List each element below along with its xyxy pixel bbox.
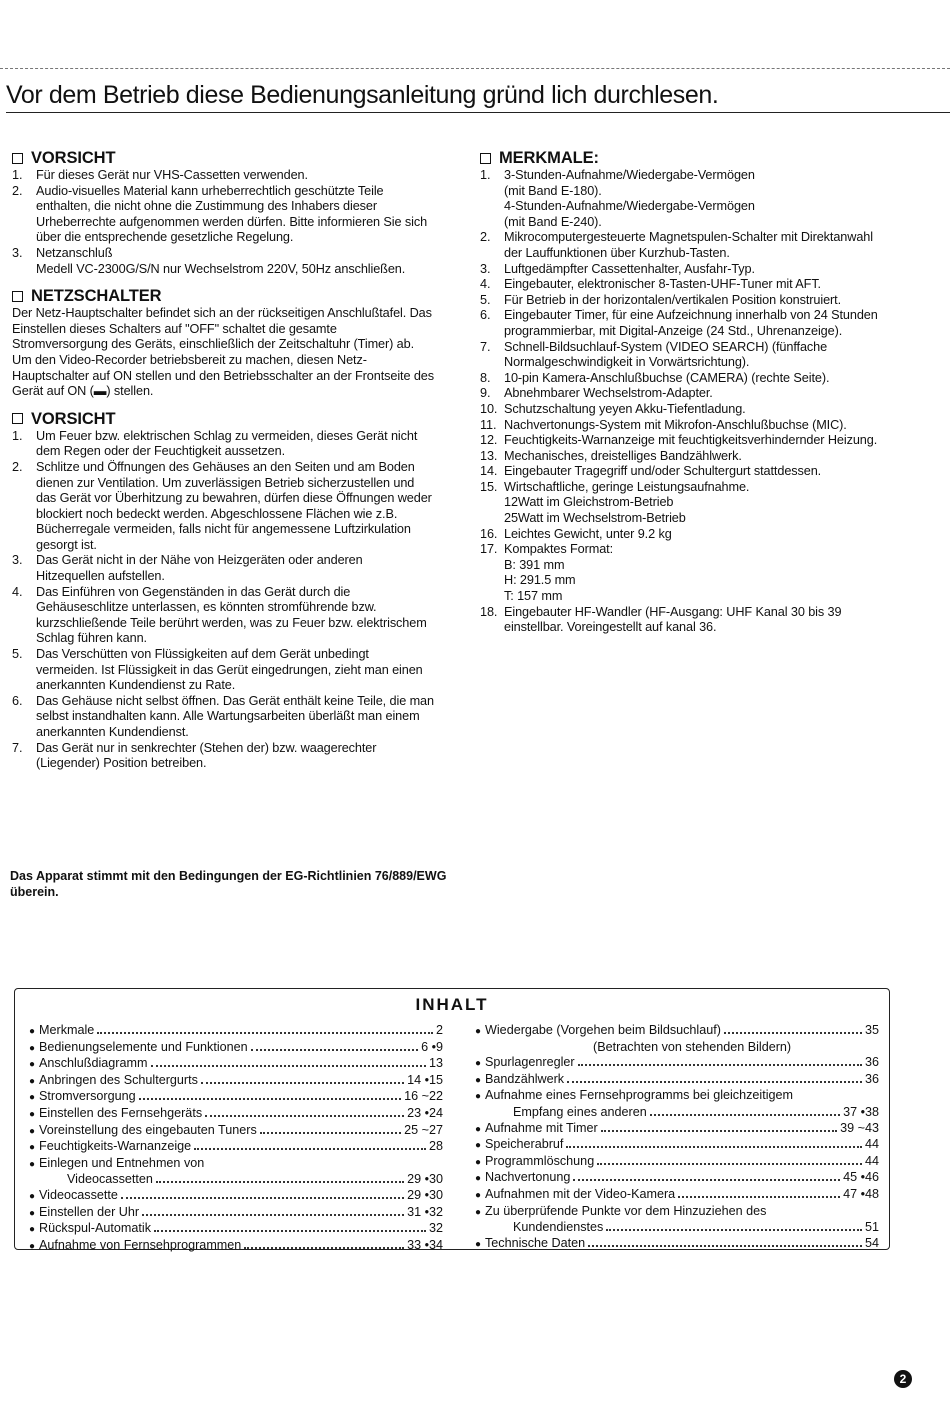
toc-entry	[475, 1055, 879, 1072]
list-item: 7. Das Gerät nur in senkrechter (Stehen der) bzw. waagerechter (Liegender) Position betreiben.	[12, 740, 377, 771]
list-item-line: Mechanisches, dreistelliges Bandzählwerk.	[504, 448, 742, 463]
list-item-line: Leichtes Gewicht, unter 9.2 kg	[504, 526, 672, 541]
toc-entry-label: Technische Daten	[485, 1235, 586, 1250]
list-item-text	[504, 402, 892, 418]
list-item	[480, 262, 892, 278]
leader-dots	[578, 1055, 862, 1066]
bullet-icon: ●	[29, 1042, 36, 1054]
list-item: 2. Schlitze und Öffnungen des Gehäuses an den Seiten und am Boden dienen zur Ventilation. Um zuverlässigen Betrieb sicherzustellen und das Gerät vor Überhitzung zu bewahren, dürfen diese Öffnungen weder blockiert noch bedeckt werden. Abgeschlossene Flächen wie z.B. Bücherregale vermeiden, falls nicht für angemessene Luftzirkulation gesorgt ist.	[12, 459, 432, 552]
toc-entry-label: Einstellen des Fernsehgeräts	[39, 1105, 203, 1120]
page-title: Vor dem Betrieb diese Bedienungsanleitung gründ lich durchlesen.	[6, 78, 950, 113]
bullet-icon: ●	[475, 1173, 482, 1185]
bullet-icon: ●	[475, 1123, 482, 1135]
toc-entry	[475, 1072, 879, 1089]
toc-entry	[475, 1023, 879, 1040]
list-item	[480, 418, 892, 434]
list-item	[480, 542, 892, 604]
list-item-number: 2.	[480, 230, 491, 245]
toc-entry-label: Aufnahme eines Fernsehprogramms bei gleichzeitigem	[485, 1088, 793, 1103]
toc-entry	[29, 1089, 443, 1106]
list-item: 2. Audio-visuelles Material kann urheberrechtlich geschützte Teile enthalten, die nicht ohne die Zustimmung des Inhabers dieser Urheberrechte aufgenommen werden dürfen. Bitte informieren Sie sich über die entsprechende gesetzliche Regelung.	[12, 183, 428, 245]
toc-entry-page: 32	[428, 1221, 443, 1236]
list-item: 5. Das Verschütten von Flüssigkeiten auf dem Gerät unbedingt vermeiden. Ist Flüssigkeit in das Gerüt eingedrungen, zieht man einen anerkannten Kundendienst zu Rate.	[12, 647, 423, 693]
leader-dots	[139, 1089, 402, 1100]
toc-entry-label: Videocassette	[39, 1187, 118, 1202]
vorsicht-1-list	[12, 168, 434, 277]
list-item-text	[504, 340, 892, 371]
toc-entry	[475, 1187, 879, 1204]
toc-entry-continuation	[29, 1172, 443, 1188]
toc-entry-page: 14 •15	[407, 1072, 443, 1087]
list-item-number: 15.	[480, 479, 498, 494]
list-item-line: 12Watt im Gleichstrom-Betrieb	[504, 495, 674, 510]
list-item-text	[504, 527, 892, 543]
leader-dots	[121, 1188, 404, 1199]
table-of-contents	[14, 988, 890, 1250]
leader-dots	[597, 1154, 862, 1165]
toc-entry-page: 33 •34	[407, 1237, 443, 1252]
page-number: 2	[894, 1370, 912, 1388]
list-item	[480, 340, 892, 371]
list-item-number: 8.	[480, 370, 491, 385]
toc-entry-label: Einlegen und Entnehmen von	[39, 1155, 205, 1170]
list-item-text	[504, 371, 892, 387]
toc-entry-page: 31 •32	[407, 1204, 443, 1219]
list-item	[480, 386, 892, 402]
list-item: 1. Um Feuer bzw. elektrischen Schlag zu vermeiden, dieses Gerät nicht dem Regen oder der Feuchtigkeit aussetzen.	[12, 428, 418, 459]
list-item-text	[504, 386, 892, 402]
list-item-line: 4-Stunden-Aufnahme/Wiedergabe-Vermögen	[504, 199, 755, 214]
list-item-line: T: 157 mm	[504, 589, 563, 604]
bullet-icon: ●	[29, 1108, 36, 1120]
toc-entry	[29, 1238, 443, 1255]
list-item-line: Schnell-Bildsuchlauf-System (VIDEO SEARCH) (fünffache Normalgeschwindigkeit in Vorwärtsrichtung).	[504, 339, 828, 370]
leader-dots	[588, 1236, 862, 1247]
toc-entry	[29, 1123, 443, 1140]
bullet-icon: ●	[475, 1026, 482, 1037]
toc-entry-page: 37 •38	[843, 1104, 879, 1119]
toc-entry-label: Voreinstellung des eingebauten Tuners	[39, 1122, 257, 1137]
section-vorsicht-2	[12, 409, 434, 772]
list-item	[480, 402, 892, 418]
toc-entry	[29, 1106, 443, 1123]
toc-entry	[29, 1156, 443, 1173]
list-item-number: 6.	[480, 308, 491, 323]
list-item-text	[504, 293, 892, 309]
list-item-number: 9.	[480, 386, 491, 401]
list-item-text	[504, 230, 892, 261]
leader-dots	[566, 1137, 862, 1148]
bullet-icon: ●	[29, 1224, 36, 1236]
list-item	[480, 605, 892, 636]
list-item-text	[504, 277, 892, 293]
section-heading: VORSICHT	[12, 148, 434, 168]
toc-entry-page: 45 •46	[843, 1170, 879, 1185]
list-item-line: Eingebauter, elektronischer 8-Tasten-UHF-Tuner mit AFT.	[504, 277, 821, 292]
toc-entry-label: Aufnahmen mit der Video-Kamera	[485, 1186, 676, 1201]
section-heading: NETZSCHALTER	[12, 286, 434, 306]
list-item-text	[504, 168, 892, 230]
list-item-text	[504, 605, 892, 636]
list-item-line: Schutzschaltung yeyen Akku-Tiefentladung.	[504, 401, 746, 416]
toc-entry	[29, 1221, 443, 1238]
toc-entry-label: Aufnahme mit Timer	[485, 1120, 598, 1135]
toc-entry-label: Programmlöschung	[485, 1153, 595, 1168]
list-item-line: Eingebauter Tragegriff und/oder Schultergurt stattdessen.	[504, 464, 822, 479]
list-item-number: 11.	[480, 417, 497, 432]
toc-entry	[475, 1170, 879, 1187]
toc-entry-label: Spurlagenregler	[485, 1055, 575, 1070]
bullet-icon: ●	[475, 1140, 482, 1152]
bullet-icon: ●	[475, 1189, 482, 1201]
list-item-line: 3-Stunden-Aufnahme/Wiedergabe-Vermögen	[504, 168, 755, 182]
toc-entry-label: Wiedergabe (Vorgehen beim Bildsuchlauf)	[485, 1023, 721, 1037]
toc-entry	[475, 1088, 879, 1105]
bullet-icon: ●	[475, 1156, 482, 1168]
list-item-number: 4.	[480, 277, 491, 292]
list-item-number: 10.	[480, 401, 498, 416]
toc-entry-label: Empfang eines anderen	[513, 1104, 647, 1119]
leader-dots	[678, 1187, 840, 1198]
toc-entry-page: 6 •9	[421, 1039, 443, 1054]
netzschalter-paragraph-1: Der Netz-Hauptschalter befindet sich an der rückseitigen Anschlußtafel. Das Einstellen dieses Schalters auf "OFF" schaltet die gesamte Stromversorgung des Geräts, einschließlich der Zeitschaltuhr (Timer) ab.	[12, 306, 432, 352]
toc-entry-page: 25 ~27	[404, 1122, 443, 1137]
bullet-icon: ●	[29, 1125, 36, 1137]
toc-entry-label: Zu überprüfende Punkte vor dem Hinzuziehen des	[485, 1203, 767, 1218]
list-item-text	[504, 542, 892, 604]
bullet-icon: ●	[29, 1092, 36, 1104]
list-item-text	[504, 308, 892, 339]
section-netzschalter	[12, 286, 434, 400]
list-item-number: 13.	[480, 448, 498, 463]
list-item-number: 18.	[480, 604, 498, 619]
list-item	[480, 277, 892, 293]
toc-entry-label: Videocassetten	[67, 1172, 153, 1187]
leader-dots	[201, 1073, 404, 1084]
list-item-number: 7.	[480, 339, 491, 354]
list-item-text	[504, 449, 892, 465]
toc-entry-label: Bedienungselemente und Funktionen	[39, 1039, 248, 1054]
top-divider	[0, 68, 950, 69]
leader-dots	[606, 1220, 862, 1231]
list-item: 3. Das Gerät nicht in der Nähe von Heizgeräten oder anderen Hitzequellen aufstellen.	[12, 553, 363, 584]
bullet-icon: ●	[29, 1190, 36, 1202]
list-item-text	[504, 480, 892, 527]
toc-entry-label: Feuchtigkeits-Warnanzeige	[39, 1139, 192, 1154]
list-item	[480, 449, 892, 465]
merkmale-list	[480, 168, 892, 636]
toc-entry-label: Rückspul-Automatik	[39, 1221, 151, 1236]
toc-entry-page: 28	[428, 1139, 443, 1154]
toc-entry-page: 13	[428, 1056, 443, 1071]
section-heading-merkmale: MERKMALE:	[480, 148, 892, 168]
list-item-line: Mikrocomputergesteuerte Magnetspulen-Schalter mit Direktanwahl der Lauffunktionen über Kurzhub-Tasten.	[504, 230, 873, 260]
list-item-text	[504, 262, 892, 278]
netzschalter-paragraph-2: Um den Video-Recorder betriebsbereit zu machen, diesen Netz-Hauptschalter auf ON stellen und den Betriebsschalter an der Frontseite des Gerät auf ON (▬) stellen.	[12, 352, 434, 399]
toc-entry	[29, 1139, 443, 1156]
bullet-icon: ●	[29, 1026, 36, 1037]
toc-entry-label: Nachvertonung	[485, 1170, 571, 1185]
toc-entry	[29, 1205, 443, 1222]
toc-entry-label: Anbringen des Schultergurts	[39, 1072, 198, 1087]
toc-entry-label: Aufnahme von Fernsehprogrammen	[39, 1237, 242, 1252]
toc-entry-page: 51	[864, 1220, 879, 1235]
checkbox-square-icon	[12, 153, 23, 164]
leader-dots	[251, 1040, 418, 1051]
list-item	[480, 293, 892, 309]
list-item-number: 17.	[480, 542, 498, 557]
list-item-number: 5.	[480, 292, 491, 307]
toc-entry-note-text: (Betrachten von stehenden Bildern)	[593, 1039, 792, 1054]
list-item	[480, 480, 892, 527]
bullet-icon: ●	[29, 1207, 36, 1219]
list-item: 6. Das Gehäuse nicht selbst öffnen. Das Gerät enthält keine Teile, die man selbst instandhalten kann. Alle Wartungsarbeiten überläßt man einem anerkannten Kundendienst.	[12, 693, 434, 739]
toc-entry	[475, 1236, 879, 1253]
leader-dots	[650, 1105, 840, 1116]
toc-entry-page: 35	[864, 1023, 879, 1037]
leader-dots	[601, 1121, 837, 1132]
bullet-icon: ●	[29, 1059, 36, 1071]
list-item-number: 16.	[480, 526, 498, 541]
bullet-icon: ●	[29, 1158, 36, 1170]
checkbox-square-icon	[12, 413, 23, 424]
toc-title: INHALT	[415, 995, 489, 1014]
toc-entry-label: Einstellen der Uhr	[39, 1204, 140, 1219]
right-column	[480, 148, 892, 636]
leader-dots	[244, 1238, 404, 1249]
list-item-line: Luftgedämpfter Cassettenhalter, Ausfahr-Typ.	[504, 261, 755, 276]
toc-entry	[475, 1154, 879, 1171]
toc-entry	[29, 1056, 443, 1073]
toc-entry	[29, 1073, 443, 1090]
list-item-line: Wirtschaftliche, geringe Leistungsaufnahme.	[504, 479, 750, 494]
list-item	[480, 308, 892, 339]
leader-dots	[567, 1072, 862, 1083]
bullet-icon: ●	[29, 1142, 36, 1154]
toc-entry-page: 44	[864, 1137, 879, 1152]
list-item	[480, 168, 892, 230]
leader-dots	[151, 1056, 426, 1067]
list-item-line: Nachvertonungs-System mit Mikrofon-Anschlußbuchse (MIC).	[504, 417, 847, 432]
toc-entry-page: 54	[864, 1235, 879, 1250]
bullet-icon: ●	[475, 1238, 482, 1250]
list-item	[480, 230, 892, 261]
bullet-icon: ●	[29, 1075, 36, 1087]
list-item-line: Feuchtigkeits-Warnanzeige mit feuchtigkeitsverhindernder Heizung.	[504, 433, 878, 448]
toc-right-column	[475, 1023, 879, 1252]
list-item-text	[504, 418, 892, 434]
list-item-number: 14.	[480, 464, 498, 479]
list-item-line: (mit Band E-240).	[504, 214, 602, 229]
ec-directive-note: Das Apparat stimmt mit den Bedingungen der EG-Richtlinien 76/889/EWG überein.	[10, 869, 447, 899]
toc-entry-note	[475, 1040, 879, 1056]
toc-entry-page: 44	[864, 1153, 879, 1168]
toc-entry-page: 2	[435, 1023, 443, 1037]
list-item: 3. Netzanschluß Medell VC-2300G/S/N nur Wechselstrom 220V, 50Hz anschließen.	[12, 245, 406, 276]
toc-entry-continuation	[475, 1105, 879, 1121]
list-item-line: Eingebauter Timer, für eine Aufzeichnung innerhalb von 24 Stunden programmierbar, mit Digital-Anzeige (24 Std., Uhrenanzeige).	[504, 308, 878, 338]
toc-entry-label: Merkmale	[39, 1023, 95, 1037]
list-item-line: (mit Band E-180).	[504, 183, 602, 198]
toc-entry	[475, 1137, 879, 1154]
toc-entry-page: 36	[864, 1071, 879, 1086]
toc-entry-page: 36	[864, 1055, 879, 1070]
toc-entry-label: Bandzählwerk	[485, 1071, 565, 1086]
leader-dots	[154, 1221, 426, 1232]
list-item-line: Für Betrieb in der horizontalen/vertikalen Position konstruiert.	[504, 292, 842, 307]
leader-dots	[156, 1172, 404, 1183]
toc-entry-page: 47 •48	[843, 1186, 879, 1201]
leader-dots	[97, 1023, 433, 1034]
toc-entry	[29, 1023, 443, 1040]
bullet-icon: ●	[475, 1074, 482, 1086]
toc-entry-label: Kundendienstes	[513, 1220, 604, 1235]
list-item-line: H: 291.5 mm	[504, 573, 576, 588]
leader-dots	[573, 1170, 840, 1181]
list-item-line: Abnehmbarer Wechselstrom-Adapter.	[504, 386, 713, 401]
toc-entry-label: Anschlußdiagramm	[39, 1056, 148, 1071]
list-item-text	[504, 464, 892, 480]
list-item-line: Eingebauter HF-Wandler (HF-Ausgang: UHF Kanal 30 bis 39 einstellbar. Voreingestellt auf kanal 36.	[504, 604, 842, 635]
toc-entry	[29, 1040, 443, 1057]
list-item-text	[504, 433, 892, 449]
left-column	[12, 148, 434, 781]
toc-entry	[29, 1188, 443, 1205]
list-item-line: B: 391 mm	[504, 557, 565, 572]
toc-entry-page: 16 ~22	[404, 1089, 443, 1104]
list-item: 1. Für dieses Gerät nur VHS-Cassetten verwenden.	[12, 168, 308, 182]
list-item	[480, 371, 892, 387]
bullet-icon: ●	[29, 1240, 36, 1252]
list-item	[480, 433, 892, 449]
toc-left-column	[29, 1023, 443, 1254]
vorsicht-2-list	[12, 429, 434, 772]
toc-entry-label: Stromversorgung	[39, 1089, 136, 1104]
toc-entry	[475, 1204, 879, 1221]
toc-entry	[475, 1121, 879, 1138]
checkbox-square-icon	[12, 291, 23, 302]
toc-entry-page: 29 •30	[407, 1172, 443, 1187]
bullet-icon: ●	[475, 1058, 482, 1070]
list-item	[480, 464, 892, 480]
list-item-line: 25Watt im Wechselstrom-Betrieb	[504, 511, 686, 526]
list-item-line: 10-pin Kamera-Anschlußbuchse (CAMERA) (rechte Seite).	[504, 370, 830, 385]
section-vorsicht-1	[12, 148, 434, 277]
list-item-line: Kompaktes Format:	[504, 542, 613, 557]
list-item: 4. Das Einführen von Gegenständen in das Gerät durch die Gehäuseschlitze unterlassen, es könnten stromführende bzw. kurzschließende Teile berührt werden, was zu Feuer bzw. elektrischem Schlag führen kann.	[12, 584, 427, 646]
toc-entry-continuation	[475, 1220, 879, 1236]
toc-entry-label: Speicherabruf	[485, 1137, 564, 1152]
checkbox-square-icon	[480, 153, 491, 164]
leader-dots	[205, 1106, 404, 1117]
toc-entry-page: 29 •30	[407, 1187, 443, 1202]
toc-entry-page: 23 •24	[407, 1105, 443, 1120]
leader-dots	[724, 1023, 862, 1034]
bullet-icon: ●	[475, 1091, 482, 1103]
list-item-number: 3.	[480, 261, 491, 276]
toc-entry-page: 39 ~43	[840, 1120, 879, 1135]
leader-dots	[260, 1123, 401, 1134]
bullet-icon: ●	[475, 1206, 482, 1218]
leader-dots	[194, 1139, 426, 1150]
leader-dots	[142, 1205, 404, 1216]
list-item-number: 12.	[480, 433, 498, 448]
list-item	[480, 527, 892, 543]
list-item-number: 1.	[480, 168, 491, 182]
section-heading: VORSICHT	[12, 409, 434, 429]
